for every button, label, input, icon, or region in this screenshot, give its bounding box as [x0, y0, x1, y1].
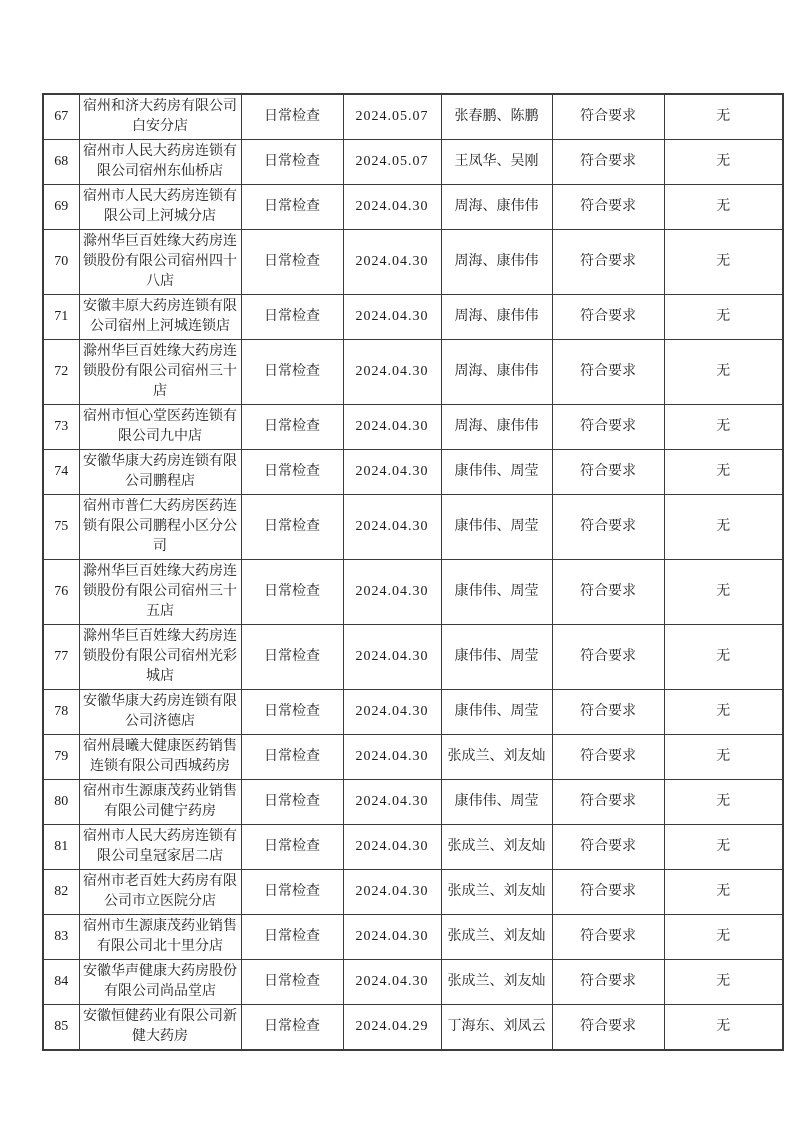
row-sequence-number: 76 [43, 560, 79, 625]
table-row [43, 295, 783, 340]
row-inspectors: 康伟伟、周莹 [441, 450, 552, 495]
row-inspectors: 周海、康伟伟 [441, 185, 552, 230]
row-inspectors: 康伟伟、周莹 [441, 625, 552, 690]
row-inspection-date: 2024.04.30 [343, 625, 441, 690]
row-issues: 无 [664, 230, 783, 295]
row-inspectors: 康伟伟、周莹 [441, 495, 552, 560]
row-inspection-date: 2024.04.30 [343, 560, 441, 625]
row-inspectors: 丁海东、刘凤云 [441, 1005, 552, 1051]
row-result: 符合要求 [552, 870, 664, 915]
row-issues: 无 [664, 185, 783, 230]
table-row [43, 185, 783, 230]
row-company-name: 宿州市人民大药房连锁有限公司皇冠家居二店 [79, 825, 241, 870]
row-result: 符合要求 [552, 915, 664, 960]
table-row [43, 140, 783, 185]
row-result: 符合要求 [552, 185, 664, 230]
row-inspection-date: 2024.04.30 [343, 960, 441, 1005]
table-row [43, 1005, 783, 1051]
row-company-name: 滁州华巨百姓缘大药房连锁股份有限公司宿州光彩城店 [79, 625, 241, 690]
row-inspectors: 康伟伟、周莹 [441, 780, 552, 825]
table-row [43, 560, 783, 625]
row-company-name: 宿州和济大药房有限公司白安分店 [79, 94, 241, 140]
row-inspection-type: 日常检查 [241, 295, 343, 340]
row-inspectors: 康伟伟、周莹 [441, 690, 552, 735]
row-inspection-type: 日常检查 [241, 825, 343, 870]
table-row [43, 780, 783, 825]
row-sequence-number: 70 [43, 230, 79, 295]
row-inspection-type: 日常检查 [241, 735, 343, 780]
row-inspection-type: 日常检查 [241, 94, 343, 140]
row-inspectors: 张成兰、刘友灿 [441, 825, 552, 870]
table-row [43, 405, 783, 450]
row-company-name: 宿州市人民大药房连锁有限公司上河城分店 [79, 185, 241, 230]
row-inspection-type: 日常检查 [241, 960, 343, 1005]
row-inspection-type: 日常检查 [241, 450, 343, 495]
row-issues: 无 [664, 295, 783, 340]
table-row [43, 735, 783, 780]
row-result: 符合要求 [552, 560, 664, 625]
row-result: 符合要求 [552, 340, 664, 405]
row-inspection-date: 2024.04.30 [343, 185, 441, 230]
row-inspectors: 张春鹏、陈鹏 [441, 94, 552, 140]
row-result: 符合要求 [552, 450, 664, 495]
row-inspection-type: 日常检查 [241, 405, 343, 450]
row-sequence-number: 81 [43, 825, 79, 870]
row-company-name: 宿州市人民大药房连锁有限公司宿州东仙桥店 [79, 140, 241, 185]
row-company-name: 滁州华巨百姓缘大药房连锁股份有限公司宿州四十八店 [79, 230, 241, 295]
row-issues: 无 [664, 94, 783, 140]
row-inspectors: 周海、康伟伟 [441, 405, 552, 450]
row-sequence-number: 67 [43, 94, 79, 140]
row-inspection-date: 2024.04.30 [343, 915, 441, 960]
row-company-name: 宿州晨曦大健康医药销售连锁有限公司西城药房 [79, 735, 241, 780]
row-issues: 无 [664, 915, 783, 960]
row-company-name: 宿州市生源康茂药业销售有限公司北十里分店 [79, 915, 241, 960]
row-inspection-date: 2024.04.30 [343, 495, 441, 560]
row-inspection-date: 2024.04.30 [343, 450, 441, 495]
row-sequence-number: 83 [43, 915, 79, 960]
table-row [43, 495, 783, 560]
row-sequence-number: 82 [43, 870, 79, 915]
row-company-name: 安徽丰原大药房连锁有限公司宿州上河城连锁店 [79, 295, 241, 340]
row-sequence-number: 78 [43, 690, 79, 735]
row-inspectors: 周海、康伟伟 [441, 295, 552, 340]
row-inspection-type: 日常检查 [241, 915, 343, 960]
row-inspection-type: 日常检查 [241, 140, 343, 185]
row-inspectors: 张成兰、刘友灿 [441, 735, 552, 780]
row-inspectors: 周海、康伟伟 [441, 230, 552, 295]
row-inspection-date: 2024.04.29 [343, 1005, 441, 1051]
row-result: 符合要求 [552, 230, 664, 295]
row-company-name: 宿州市普仁大药房医药连锁有限公司鹏程小区分公司 [79, 495, 241, 560]
row-inspection-type: 日常检查 [241, 340, 343, 405]
table-row [43, 960, 783, 1005]
row-result: 符合要求 [552, 495, 664, 560]
row-sequence-number: 68 [43, 140, 79, 185]
table-row [43, 230, 783, 295]
row-sequence-number: 84 [43, 960, 79, 1005]
row-issues: 无 [664, 825, 783, 870]
row-company-name: 安徽华声健康大药房股份有限公司尚品堂店 [79, 960, 241, 1005]
row-issues: 无 [664, 450, 783, 495]
row-inspection-date: 2024.04.30 [343, 405, 441, 450]
row-issues: 无 [664, 560, 783, 625]
table-row [43, 915, 783, 960]
table-row [43, 870, 783, 915]
table-row [43, 94, 783, 140]
row-inspectors: 王凤华、吴刚 [441, 140, 552, 185]
row-inspection-date: 2024.04.30 [343, 825, 441, 870]
row-issues: 无 [664, 735, 783, 780]
row-sequence-number: 79 [43, 735, 79, 780]
row-result: 符合要求 [552, 295, 664, 340]
row-inspection-date: 2024.04.30 [343, 870, 441, 915]
row-inspection-type: 日常检查 [241, 495, 343, 560]
row-result: 符合要求 [552, 780, 664, 825]
row-company-name: 滁州华巨百姓缘大药房连锁股份有限公司宿州三十店 [79, 340, 241, 405]
table-row [43, 450, 783, 495]
row-sequence-number: 71 [43, 295, 79, 340]
row-company-name: 宿州市生源康茂药业销售有限公司健宁药房 [79, 780, 241, 825]
row-inspectors: 张成兰、刘友灿 [441, 915, 552, 960]
row-company-name: 宿州市老百姓大药房有限公司市立医院分店 [79, 870, 241, 915]
row-issues: 无 [664, 870, 783, 915]
row-result: 符合要求 [552, 140, 664, 185]
row-issues: 无 [664, 140, 783, 185]
row-inspection-type: 日常检查 [241, 780, 343, 825]
row-sequence-number: 69 [43, 185, 79, 230]
row-inspection-type: 日常检查 [241, 1005, 343, 1051]
row-issues: 无 [664, 960, 783, 1005]
row-sequence-number: 74 [43, 450, 79, 495]
row-result: 符合要求 [552, 1005, 664, 1051]
row-result: 符合要求 [552, 960, 664, 1005]
row-issues: 无 [664, 405, 783, 450]
row-sequence-number: 72 [43, 340, 79, 405]
row-issues: 无 [664, 1005, 783, 1051]
table-row [43, 625, 783, 690]
row-sequence-number: 85 [43, 1005, 79, 1051]
row-inspection-date: 2024.04.30 [343, 780, 441, 825]
row-company-name: 滁州华巨百姓缘大药房连锁股份有限公司宿州三十五店 [79, 560, 241, 625]
row-inspection-date: 2024.04.30 [343, 230, 441, 295]
row-inspection-date: 2024.04.30 [343, 295, 441, 340]
row-issues: 无 [664, 780, 783, 825]
row-inspection-type: 日常检查 [241, 690, 343, 735]
row-result: 符合要求 [552, 405, 664, 450]
row-inspection-date: 2024.05.07 [343, 94, 441, 140]
row-company-name: 安徽华康大药房连锁有限公司鹏程店 [79, 450, 241, 495]
row-inspection-date: 2024.04.30 [343, 690, 441, 735]
row-inspectors: 周海、康伟伟 [441, 340, 552, 405]
row-inspection-date: 2024.05.07 [343, 140, 441, 185]
row-inspection-type: 日常检查 [241, 230, 343, 295]
table-row [43, 825, 783, 870]
row-inspection-type: 日常检查 [241, 870, 343, 915]
row-result: 符合要求 [552, 94, 664, 140]
table-row [43, 340, 783, 405]
row-result: 符合要求 [552, 825, 664, 870]
row-inspection-date: 2024.04.30 [343, 340, 441, 405]
row-inspection-type: 日常检查 [241, 185, 343, 230]
row-result: 符合要求 [552, 735, 664, 780]
row-company-name: 安徽恒健药业有限公司新健大药房 [79, 1005, 241, 1051]
row-inspection-date: 2024.04.30 [343, 735, 441, 780]
row-issues: 无 [664, 340, 783, 405]
row-issues: 无 [664, 625, 783, 690]
row-inspection-type: 日常检查 [241, 625, 343, 690]
row-inspectors: 康伟伟、周莹 [441, 560, 552, 625]
row-inspectors: 张成兰、刘友灿 [441, 960, 552, 1005]
row-company-name: 宿州市恒心堂医药连锁有限公司九中店 [79, 405, 241, 450]
row-result: 符合要求 [552, 690, 664, 735]
row-inspection-type: 日常检查 [241, 560, 343, 625]
row-company-name: 安徽华康大药房连锁有限公司济德店 [79, 690, 241, 735]
row-issues: 无 [664, 690, 783, 735]
row-result: 符合要求 [552, 625, 664, 690]
row-sequence-number: 73 [43, 405, 79, 450]
inspection-records-table [42, 93, 784, 1051]
row-issues: 无 [664, 495, 783, 560]
table-body [43, 94, 783, 1050]
row-sequence-number: 77 [43, 625, 79, 690]
row-sequence-number: 80 [43, 780, 79, 825]
row-sequence-number: 75 [43, 495, 79, 560]
row-inspectors: 张成兰、刘友灿 [441, 870, 552, 915]
table-row [43, 690, 783, 735]
